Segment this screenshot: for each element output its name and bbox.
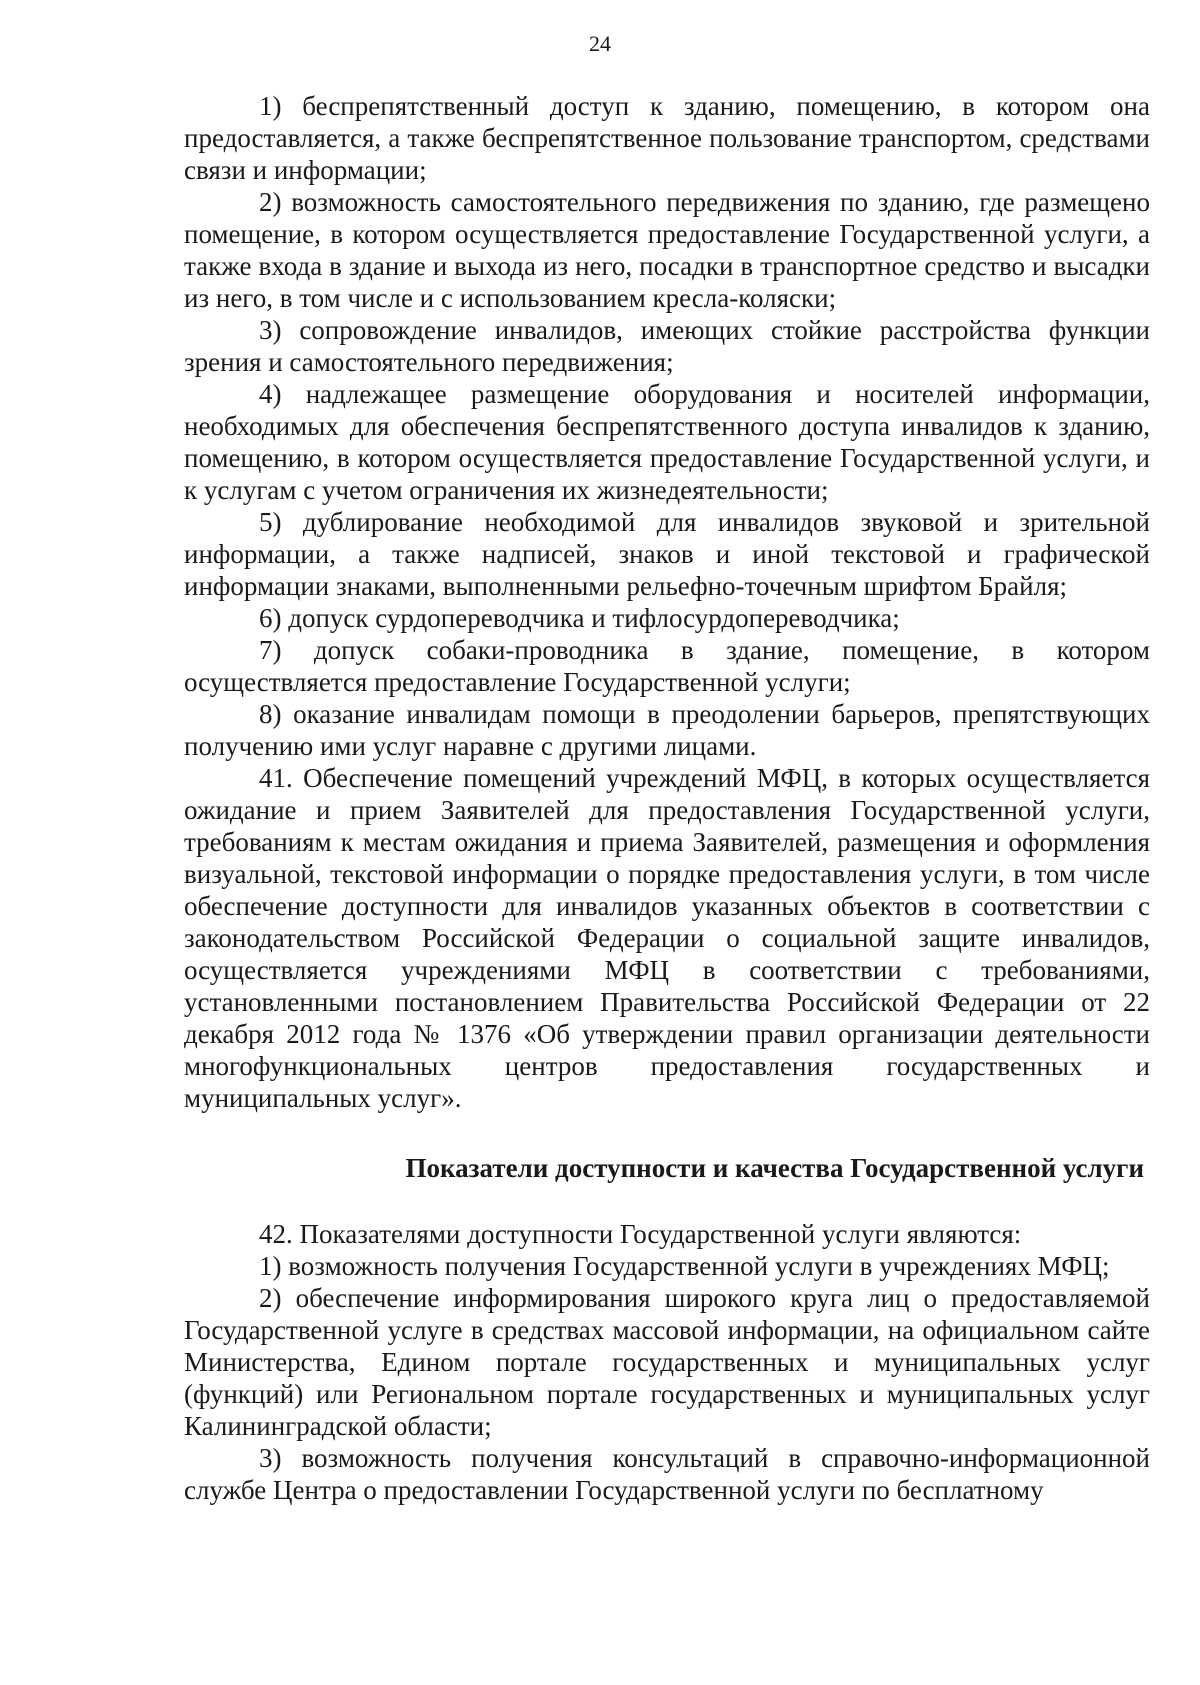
paragraph-item-4: 4) надлежащее размещение оборудования и носителей информации, необходимых для обеспечения беспрепятственного доступа инвалидов к зданию, помещению, в котором осуществляется предоставление Государственной услуги, и к услугам с учетом ограничения их жизнедеятельности;: [184, 379, 1150, 505]
paragraph-item-1: 1) беспрепятственный доступ к зданию, помещению, в котором она предоставляется, а также беспрепятственное пользование транспортом, средствами связи и информации;: [184, 91, 1150, 185]
paragraph-item-7: 7) допуск собаки-проводника в здание, помещение, в котором осуществляется предоставление Государственной услуги;: [184, 635, 1150, 697]
paragraph-item-2: 2) возможность самостоятельного передвижения по зданию, где размещено помещение, в котором осуществляется предоставление Государственной услуги, а также входа в здание и выхода из него, посадки в транспортное средство и высадки из него, в том числе и с использованием кресла-коляски;: [184, 187, 1150, 313]
document-body: [184, 90, 1150, 1506]
paragraph-item-5: 5) дублирование необходимой для инвалидов звуковой и зрительной информации, а также надписей, знаков и иной текстовой и графической информации знаками, выполненными рельефно-точечным шрифтом Брайля;: [184, 507, 1150, 601]
paragraph-clause-42: 42. Показателями доступности Государственной услуги являются:: [259, 1219, 1022, 1249]
paragraph-item-8: 8) оказание инвалидам помощи в преодолении барьеров, препятствующих получению ими услуг наравне с другими лицами.: [184, 699, 1150, 761]
section-heading: Показатели доступности и качества Государственной услуги: [405, 1153, 1144, 1183]
paragraph-item-6: 6) допуск сурдопереводчика и тифлосурдопереводчика;: [259, 603, 900, 633]
paragraph-indicator-3: 3) возможность получения консультаций в справочно-информационной службе Центра о предоставлении Государственной услуги по бесплатному: [184, 1443, 1150, 1505]
paragraph-item-3: 3) сопровождение инвалидов, имеющих стойкие расстройства функции зрения и самостоятельного передвижения;: [184, 315, 1150, 377]
page-number: 24: [589, 31, 611, 56]
paragraph-indicator-1: 1) возможность получения Государственной услуги в учреждениях МФЦ;: [259, 1251, 1110, 1281]
paragraph-indicator-2: 2) обеспечение информирования широкого круга лиц о предоставляемой Государственной услуге в средствах массовой информации, на официальном сайте Министерства, Едином портале государственных и муниципальных услуг (функций) или Региональном портале государственных и муниципальных услуг Калининградской области;: [184, 1283, 1150, 1441]
paragraph-clause-41: 41. Обеспечение помещений учреждений МФЦ, в которых осуществляется ожидание и прием Заявителей для предоставления Государственной услуги, требованиям к местам ожидания и приема Заявителей, размещения и оформления визуальной, текстовой информации о порядке предоставления услуги, в том числе обеспечение доступности для инвалидов указанных объектов в соответствии с законодательством Российской Федерации о социальной защите инвалидов, осуществляется учреждениями МФЦ в соответствии с требованиями, установленными постановлением Правительства Российской Федерации от 22 декабря 2012 года № 1376 «Об утверждении правил организации деятельности многофункциональных центров предоставления государственных и муниципальных услуг».: [184, 763, 1150, 1113]
